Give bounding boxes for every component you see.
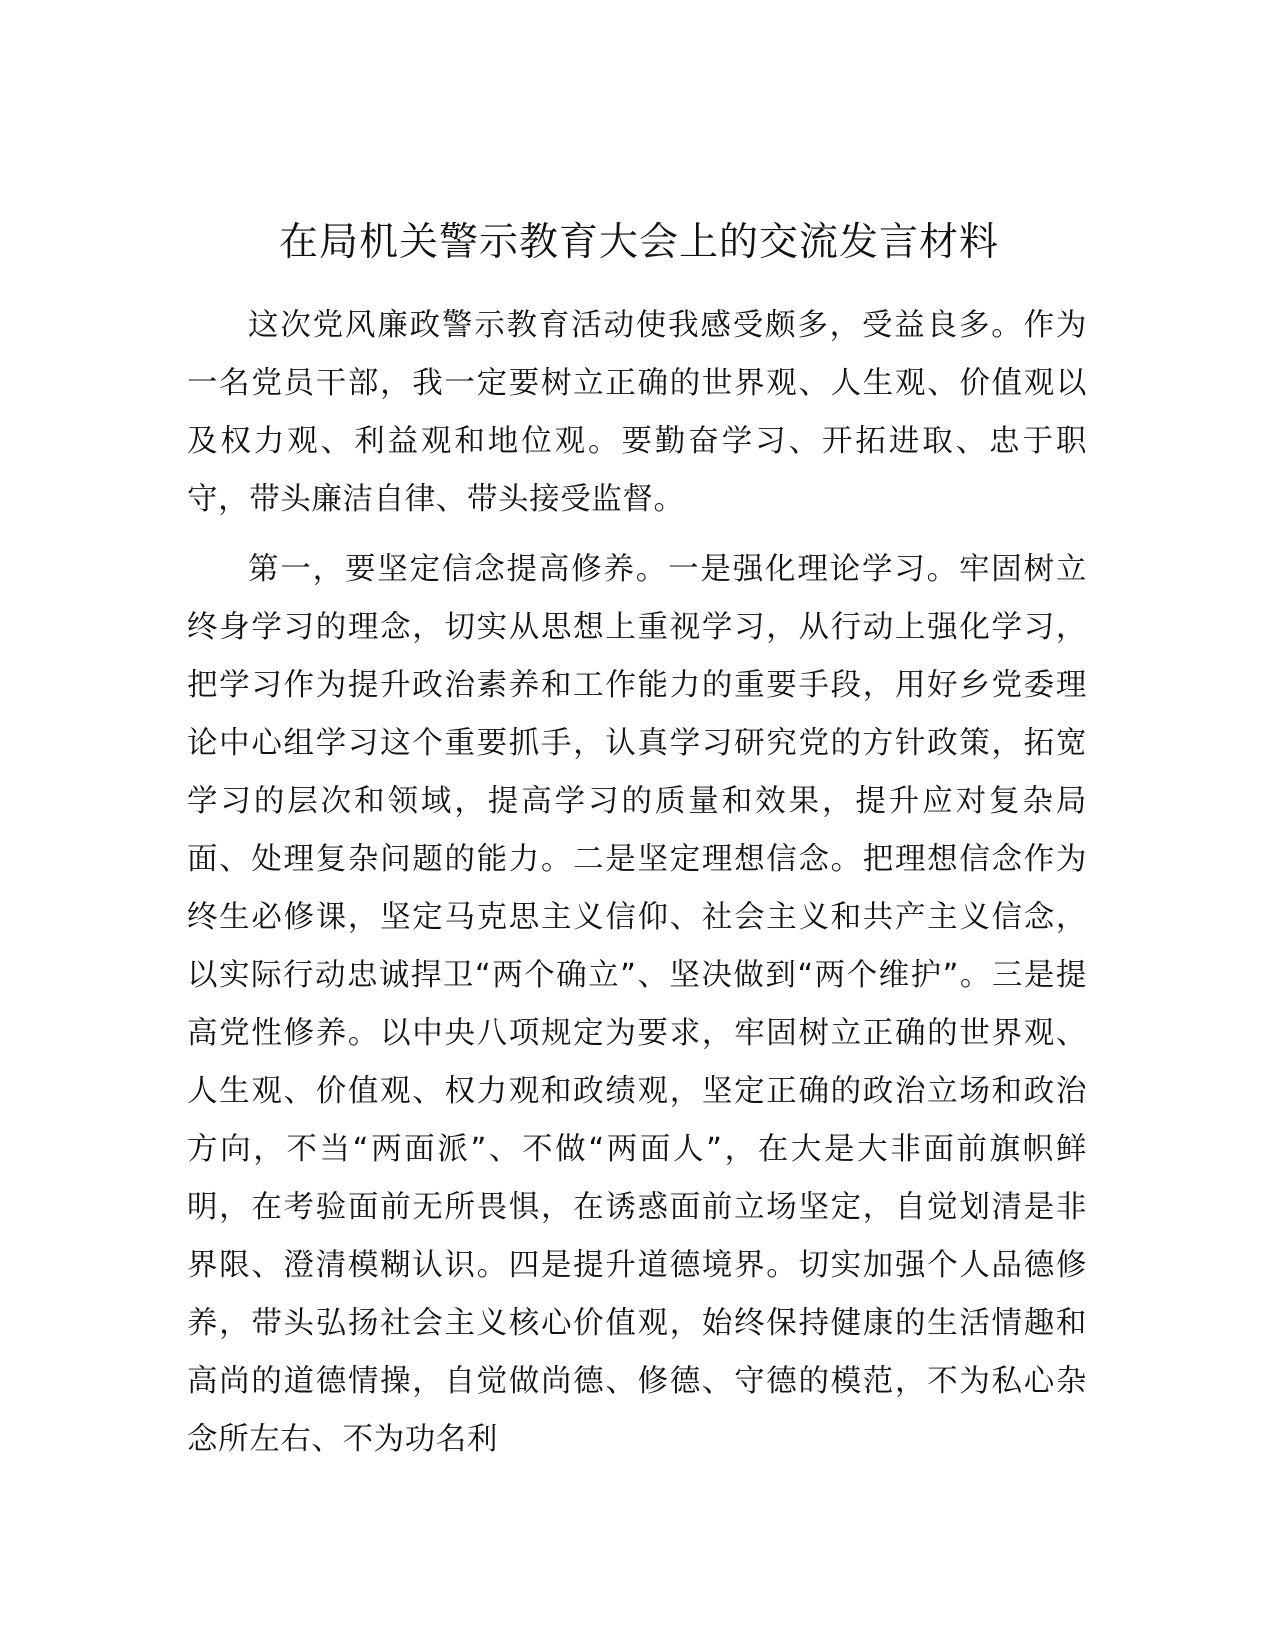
paragraph-first-point: 第一，要坚定信念提高修养。一是强化理论学习。牢固树立终身学习的理念，切实从思想上重视学习，从行动上强化学习，把学习作为提升政治素养和工作能力的重要手段，用好乡党委理论中心组学习这个重要抓手，认真学习研究党的方针政策，拓宽学习的层次和领域，提高学习的质量和效果，提升应对复杂局面、处理复杂问题的能力。二是坚定理想信念。把理想信念作为终生必修课，坚定马克思主义信仰、社会主义和共产主义信念，以实际行动忠诚捍卫“两个确立”、坚决做到“两个维护”。三是提高党性修养。以中央八项规定为要求，牢固树立正确的世界观、人生观、价值观、权力观和政绩观，坚定正确的政治立场和政治方向，不当“两面派”、不做“两面人”，在大是大非面前旗帜鲜明，在考验面前无所畏惧，在诱惑面前立场坚定，自觉划清是非界限、澄清模糊认识。四是提升道德境界。切实加强个人品德修养，带头弘扬社会主义核心价值观，始终保持健康的生活情趣和高尚的道德情操，自觉做尚德、修德、守德的模范，不为私心杂念所左右、不为功名利 <box>187 552 1087 1457</box>
document-body <box>187 297 1087 1469</box>
document-title: 在局机关警示教育大会上的交流发言材料 <box>278 220 999 265</box>
paragraph-intro: 这次党风廉政警示教育活动使我感受颇多，受益良多。作为一名党员干部，我一定要树立正确的世界观、人生观、价值观以及权力观、利益观和地位观。要勤奋学习、开拓进取、忠于职守，带头廉洁自律、带头接受监督。 <box>187 308 1087 517</box>
